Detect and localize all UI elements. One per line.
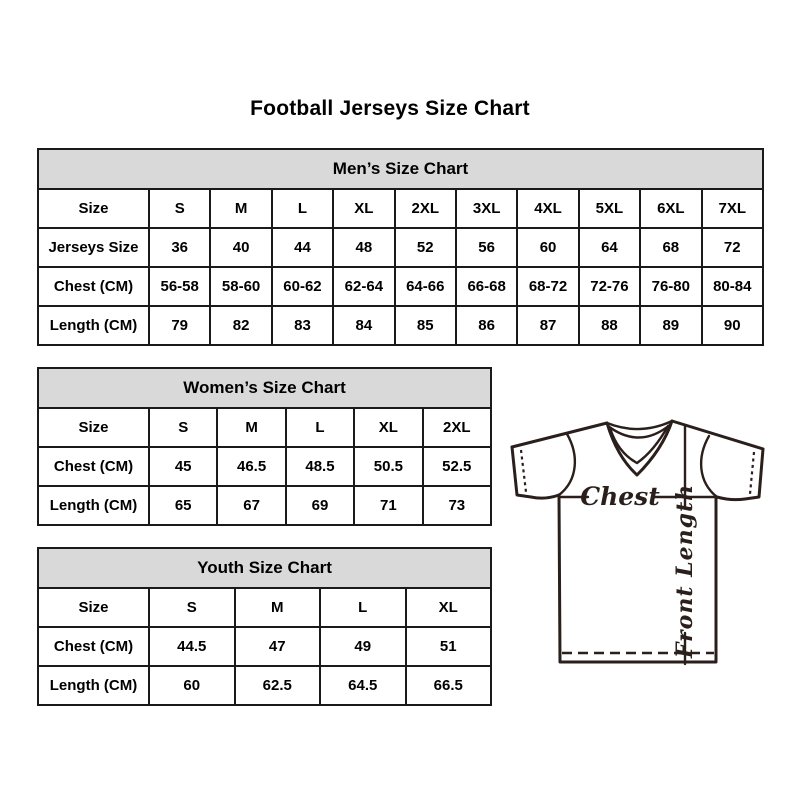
table-cell: 86 <box>456 306 517 345</box>
table-cell: 72-76 <box>579 267 640 306</box>
jersey-right-armhole-seam <box>701 436 717 497</box>
table-cell: 90 <box>702 306 763 345</box>
table-row <box>38 267 763 306</box>
table-cell: XL <box>406 588 492 627</box>
table-cell: 79 <box>149 306 210 345</box>
table-cell: 50.5 <box>354 447 422 486</box>
row-label: Length (CM) <box>38 666 149 705</box>
table-header-row <box>38 548 491 588</box>
row-label: Size <box>38 588 149 627</box>
table-header-row <box>38 149 763 189</box>
table-cell: 64-66 <box>395 267 456 306</box>
chest-label: Chest <box>580 482 660 511</box>
table-cell: 72 <box>702 228 763 267</box>
table-cell: 2XL <box>395 189 456 228</box>
table-cell: 71 <box>354 486 422 525</box>
table-cell: M <box>217 408 285 447</box>
table-cell: 80-84 <box>702 267 763 306</box>
row-label: Chest (CM) <box>38 447 149 486</box>
table-row <box>38 447 491 486</box>
table-cell: 44.5 <box>149 627 235 666</box>
table-cell: S <box>149 408 217 447</box>
table-cell: M <box>210 189 271 228</box>
table-title: Men’s Size Chart <box>38 149 763 189</box>
table-title: Youth Size Chart <box>38 548 491 588</box>
table-cell: 49 <box>320 627 406 666</box>
row-label: Chest (CM) <box>38 267 149 306</box>
table-cell: 44 <box>272 228 333 267</box>
left-cuff-stitch-line <box>521 450 526 492</box>
table-cell: 64.5 <box>320 666 406 705</box>
table-cell: 83 <box>272 306 333 345</box>
table-cell: 68 <box>640 228 701 267</box>
table-cell: 56 <box>456 228 517 267</box>
size-table-grid <box>37 148 764 346</box>
table-cell: 7XL <box>702 189 763 228</box>
jersey-right-sleeve <box>717 449 763 500</box>
row-label: Jerseys Size <box>38 228 149 267</box>
table-cell: 48 <box>333 228 394 267</box>
table-cell: L <box>286 408 354 447</box>
table-cell: 4XL <box>517 189 578 228</box>
size-table-grid <box>37 367 492 526</box>
table-row <box>38 588 491 627</box>
table-cell: 2XL <box>423 408 491 447</box>
table-cell: 45 <box>149 447 217 486</box>
table-cell: L <box>320 588 406 627</box>
table-cell: 52 <box>395 228 456 267</box>
row-label: Size <box>38 189 149 228</box>
table-cell: 88 <box>579 306 640 345</box>
jersey-shoulder-lines <box>512 421 763 449</box>
table-cell: 84 <box>333 306 394 345</box>
table-row <box>38 666 491 705</box>
table-cell: 40 <box>210 228 271 267</box>
table-cell: 69 <box>286 486 354 525</box>
row-label: Size <box>38 408 149 447</box>
table-row <box>38 189 763 228</box>
table-cell: 60 <box>149 666 235 705</box>
table-cell: 51 <box>406 627 492 666</box>
row-label: Length (CM) <box>38 306 149 345</box>
size-table-grid <box>37 547 492 706</box>
table-cell: 60-62 <box>272 267 333 306</box>
table-row <box>38 228 763 267</box>
table-cell: 3XL <box>456 189 517 228</box>
table-cell: 56-58 <box>149 267 210 306</box>
table-cell: 68-72 <box>517 267 578 306</box>
womens-size-table <box>37 367 492 524</box>
table-cell: S <box>149 189 210 228</box>
front-length-label: Front Length <box>672 483 698 659</box>
table-cell: 65 <box>149 486 217 525</box>
table-cell: 48.5 <box>286 447 354 486</box>
jersey-left-armhole-seam <box>559 434 575 495</box>
table-cell: 89 <box>640 306 701 345</box>
table-cell: 66.5 <box>406 666 492 705</box>
row-label: Length (CM) <box>38 486 149 525</box>
table-cell: L <box>272 189 333 228</box>
table-cell: 62-64 <box>333 267 394 306</box>
table-cell: 64 <box>579 228 640 267</box>
table-cell: 67 <box>217 486 285 525</box>
table-cell: 36 <box>149 228 210 267</box>
table-row <box>38 627 491 666</box>
table-cell: 52.5 <box>423 447 491 486</box>
page-title: Football Jerseys Size Chart <box>250 97 530 120</box>
table-cell: 62.5 <box>235 666 321 705</box>
table-cell: 73 <box>423 486 491 525</box>
table-header-row <box>38 368 491 408</box>
table-cell: 82 <box>210 306 271 345</box>
row-label: Chest (CM) <box>38 627 149 666</box>
table-cell: 58-60 <box>210 267 271 306</box>
table-cell: 60 <box>517 228 578 267</box>
table-cell: 5XL <box>579 189 640 228</box>
jersey-left-sleeve <box>512 447 559 498</box>
table-cell: 66-68 <box>456 267 517 306</box>
table-cell: 85 <box>395 306 456 345</box>
table-cell: 87 <box>517 306 578 345</box>
table-title: Women’s Size Chart <box>38 368 491 408</box>
table-cell: 76-80 <box>640 267 701 306</box>
table-row <box>38 306 763 345</box>
table-cell: XL <box>354 408 422 447</box>
table-cell: 47 <box>235 627 321 666</box>
mens-size-table <box>37 148 764 346</box>
jersey-measurement-diagram <box>495 405 785 675</box>
table-cell: S <box>149 588 235 627</box>
table-cell: 46.5 <box>217 447 285 486</box>
youth-size-table <box>37 547 492 704</box>
table-row <box>38 408 491 447</box>
table-cell: 6XL <box>640 189 701 228</box>
table-cell: M <box>235 588 321 627</box>
collar-top-curve <box>607 421 672 429</box>
table-cell: XL <box>333 189 394 228</box>
table-row <box>38 486 491 525</box>
right-cuff-stitch-line <box>750 452 754 494</box>
